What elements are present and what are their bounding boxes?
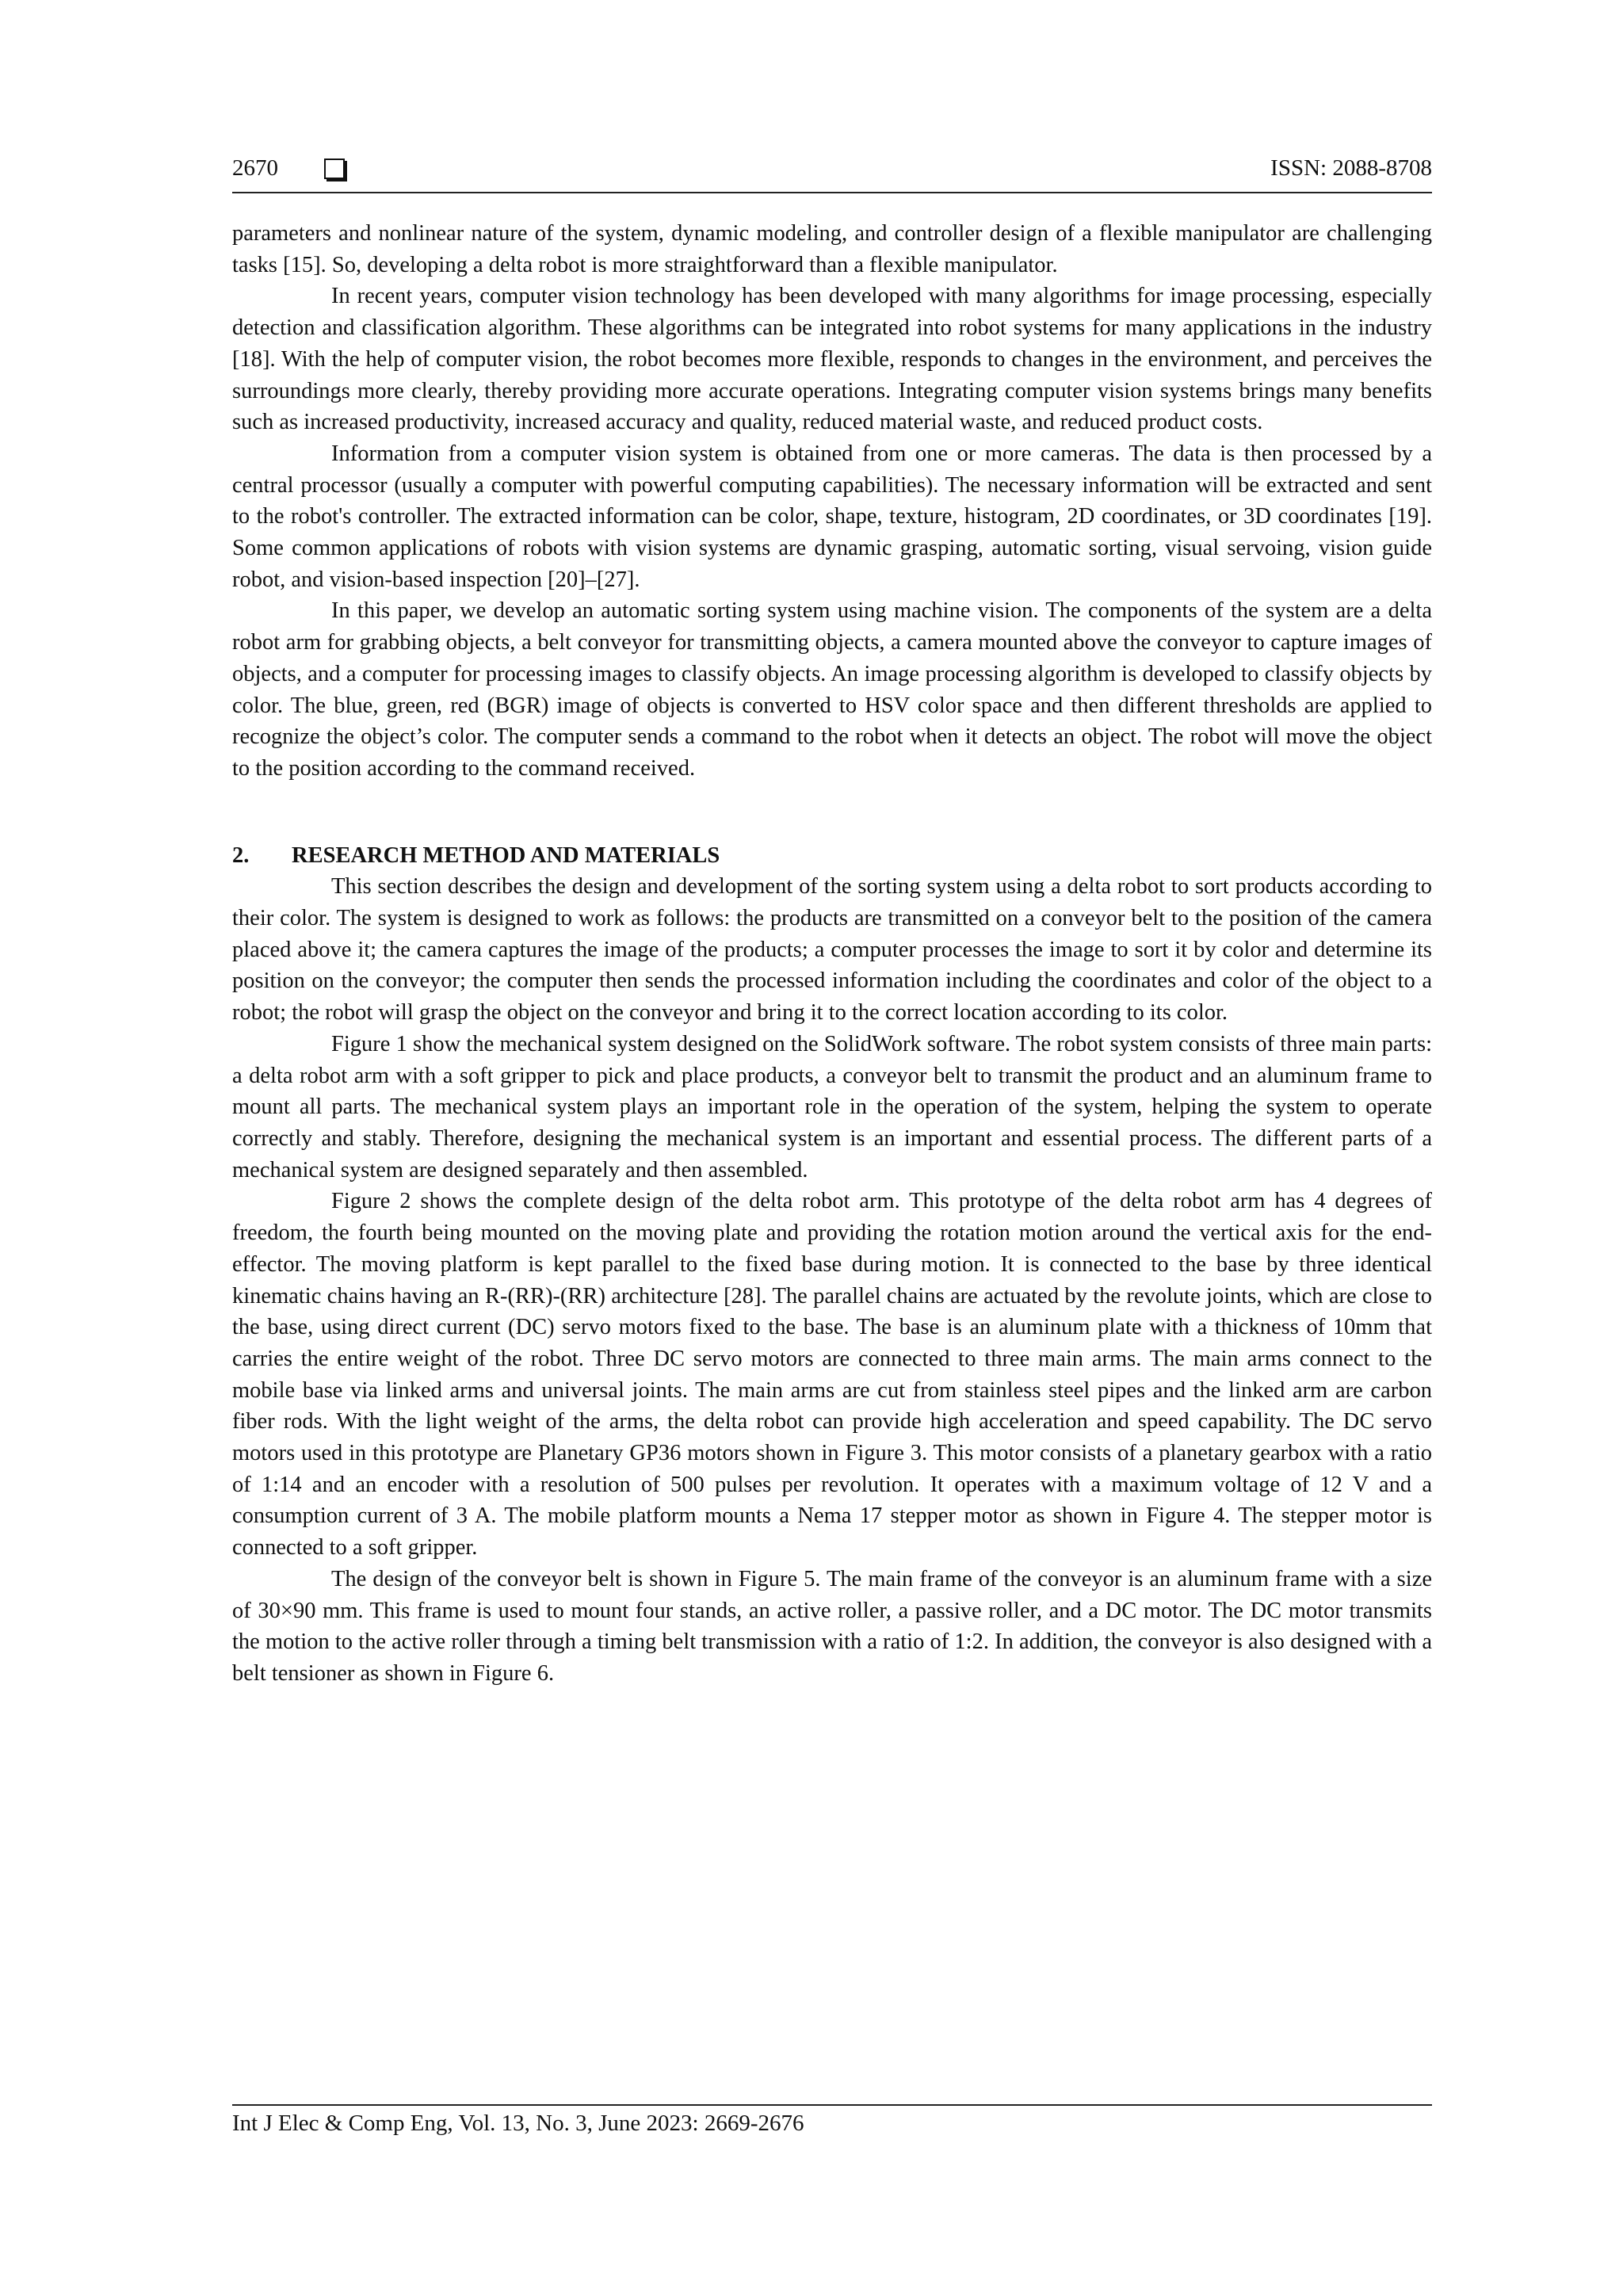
section-number: 2. — [232, 842, 250, 868]
page-footer — [232, 2104, 1432, 2137]
journal-citation: Int J Elec & Comp Eng, Vol. 13, No. 3, June 2023: 2669-2676 — [232, 2111, 804, 2136]
paragraph: In this paper, we develop an automatic sorting system using machine vision. The components of the system are a delta robot arm for grabbing objects, a belt conveyor for transmitting objects, a camera mounted above the conveyor to capture images of objects, and a computer for processing images to classify objects. An image processing algorithm is developed to classify objects by color. The blue, green, red (BGR) image of objects is converted to HSV color space and then different thresholds are applied to recognize the object’s color. The computer sends a command to the robot when it detects an object. The robot will move the object to the position according to the command received. — [232, 598, 1432, 781]
issn: ISSN: 2088-8708 — [1270, 155, 1432, 181]
section-title: RESEARCH METHOD AND MATERIALS — [292, 842, 720, 868]
square-box-icon — [324, 159, 345, 179]
paragraph: The design of the conveyor belt is shown in Figure 5. The main frame of the conveyor is an aluminum frame with a size of 30×90 mm. This frame is used to mount four stands, an active roller, a passive roller, and a DC motor. The DC motor transmits the motion to the active roller through a timing belt transmission with a ratio of 1:2. In addition, the conveyor is also designed with a belt tensioner as shown in Figure 6. — [232, 1566, 1432, 1686]
paragraph: Figure 1 show the mechanical system designed on the SolidWork software. The robot system consists of three main parts: a delta robot arm with a soft gripper to pick and place products, a conveyor belt to transmit the product and an aluminum frame to mount all parts. The mechanical system plays an important role in the operation of the system, helping the system to operate correctly and stably. Therefore, designing the mechanical system is an important and essential process. The different parts of a mechanical system are designed separately and then assembled. — [232, 1031, 1432, 1182]
section-heading — [232, 840, 1432, 872]
paragraph: parameters and nonlinear nature of the system, dynamic modeling, and controller design of a flexible manipulator are challenging tasks [15]. So, developing a delta robot is more straightforward than a flexible manipulator. — [232, 221, 1432, 277]
page-number: 2670 — [232, 155, 278, 181]
paragraph: In recent years, computer vision technology has been developed with many algorithms for image processing, especially detection and classification algorithm. These algorithms can be integrated into robot systems for many applications in the industry [18]. With the help of computer vision, the robot becomes more flexible, responds to changes in the environment, and perceives the surroundings more clearly, thereby providing more accurate operations. Integrating computer vision systems brings many benefits such as increased productivity, increased accuracy and quality, reduced material waste, and reduced product costs. — [232, 284, 1432, 435]
paragraph: Information from a computer vision system is obtained from one or more cameras. The data is then processed by a central processor (usually a computer with powerful computing capabilities). The necessary information will be extracted and sent to the robot's controller. The extracted information can be color, shape, texture, histogram, 2D coordinates, or 3D coordinates [19]. Some common applications of robots with vision systems are dynamic grasping, automatic sorting, visual servoing, vision guide robot, and vision-based inspection [20]–[27]. — [232, 441, 1432, 592]
page-header — [232, 151, 1432, 193]
paragraph: Figure 2 shows the complete design of the delta robot arm. This prototype of the delta robot arm has 4 degrees of freedom, the fourth being mounted on the moving plate and providing the rotation motion around the vertical axis for the end-effector. The moving platform is kept parallel to the fixed base during motion. It is connected to the base by three identical kinematic chains having an R-(RR)-(RR) architecture [28]. The parallel chains are actuated by the revolute joints, which are close to the base, using direct current (DC) servo motors fixed to the base. The base is an aluminum plate with a thickness of 10mm that carries the entire weight of the robot. Three DC servo motors are connected to three main arms. The main arms connect to the mobile base via linked arms and universal joints. The main arms are cut from stainless steel pipes and the linked arm are carbon fiber rods. With the light weight of the arms, the delta robot can provide high acceleration and speed capability. The DC servo motors used in this prototype are Planetary GP36 motors shown in Figure 3. This motor consists of a planetary gearbox with a ratio of 1:14 and an encoder with a resolution of 500 pulses per revolution. It operates with a maximum voltage of 12 V and a consumption current of 3 A. The mobile platform mounts a Nema 17 stepper motor as shown in Figure 4. The stepper motor is connected to a soft gripper. — [232, 1189, 1432, 1561]
page-body — [232, 218, 1432, 1690]
paragraph: This section describes the design and development of the sorting system using a delta robot to sort products according to their color. The system is designed to work as follows: the products are transmitted on a conveyor belt to the position of the camera placed above it; the camera captures the image of the products; a computer processes the image to sort it by color and determine its position on the conveyor; the computer then sends the processed information including the coordinates and color of the object to a robot; the robot will grasp the object on the conveyor and bring it to the correct location according to its color. — [232, 874, 1432, 1026]
